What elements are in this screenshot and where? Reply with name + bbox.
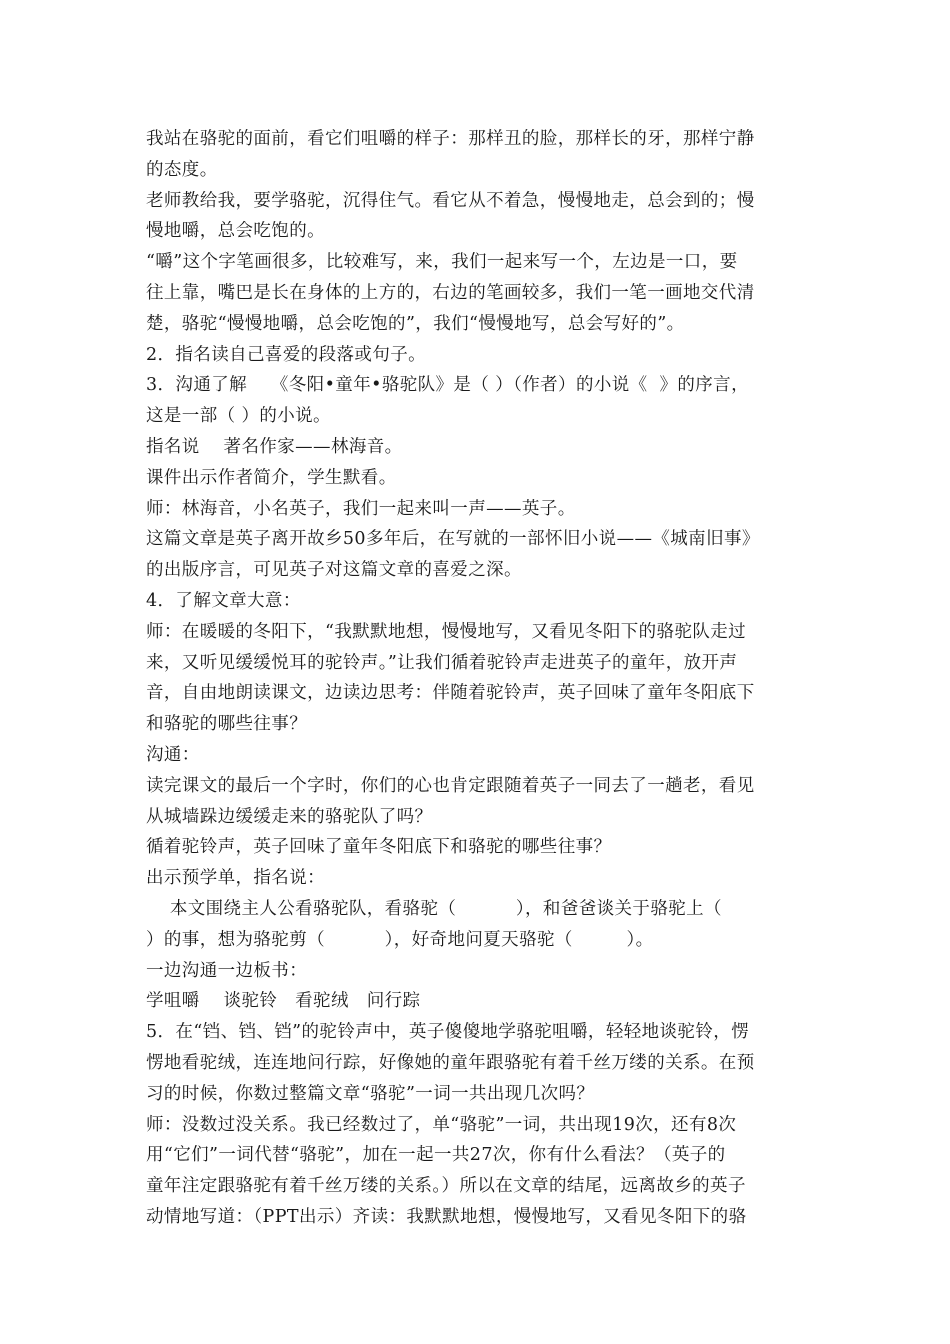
text-line: 往上靠，嘴巴是长在身体的上方的，右边的笔画较多，我们一笔一画地交代清 bbox=[146, 282, 755, 303]
text-line: 课件出示作者简介，学生默看。 bbox=[146, 467, 397, 488]
text-line: 这篇文章是英子离开故乡50多年后，在写就的一部怀旧小说——《城南旧事》 bbox=[146, 529, 760, 550]
text-line: 来，又听见缓缓悦耳的驼铃声。”让我们循着驼铃声走进英子的童年，放开声 bbox=[146, 652, 738, 673]
text-line: 这是一部（ ）的小说。 bbox=[146, 406, 331, 427]
text-line: 老师教给我，要学骆驼，沉得住气。看它从不着急，慢慢地走，总会到的；慢 bbox=[146, 190, 755, 211]
text-line: 师：没数过没关系。我已经数过了，单“骆驼”一词，共出现19次，还有8次 bbox=[146, 1114, 737, 1135]
text-line: 师：在暖暖的冬阳下，“我默默地想，慢慢地写，又看见冬阳下的骆驼队走过 bbox=[146, 621, 747, 642]
text-line: 我站在骆驼的面前，看它们咀嚼的样子：那样丑的脸，那样长的牙，那样宁静 bbox=[146, 129, 755, 149]
text-line: 楚，骆驼“慢慢地嚼，总会吃饱的”，我们“慢慢地写，总会写好的”。 bbox=[146, 313, 685, 334]
text-line: 2．指名读自己喜爱的段落或句子。 bbox=[146, 344, 427, 365]
text-line: 循着驼铃声，英子回味了童年冬阳底下和骆驼的哪些往事？ bbox=[146, 837, 612, 858]
text-line: 4．了解文章大意： bbox=[146, 590, 301, 611]
text-line: 读完课文的最后一个字时，你们的心也肯定跟随着英子一同去了一趟老，看见 bbox=[146, 775, 755, 796]
text-line: 的态度。 bbox=[146, 159, 218, 180]
text-line: 的出版序言，可见英子对这篇文章的喜爱之深。 bbox=[146, 560, 522, 581]
text-line: 5．在“铛、铛、铛”的驼铃声中，英子傻傻地学骆驼咀嚼，轻轻地谈驼铃，愣 bbox=[146, 1022, 750, 1043]
text-line: “嚼”这个字笔画很多，比较难写，来，我们一起来写一个，左边是一口，要 bbox=[146, 252, 738, 273]
text-line: 从城墙跺边缓缓走来的骆驼队了吗？ bbox=[146, 806, 433, 827]
text-line: 师：林海音，小名英子，我们一起来叫一声——英子。 bbox=[146, 498, 576, 519]
text-line: 出示预学单，指名说： bbox=[146, 868, 325, 889]
text-line: 沟通： bbox=[146, 744, 200, 765]
text-line: 一边沟通一边板书： bbox=[146, 960, 308, 981]
text-line: 音，自由地朗读课文，边读边思考：伴随着驼铃声，英子回味了童年冬阳底下 bbox=[146, 683, 755, 704]
text-line: 童年注定跟骆驼有着千丝万缕的关系。）所以在文章的结尾，远离故乡的英子 bbox=[146, 1176, 746, 1197]
text-line: 习的时候，你数过整篇文章“骆驼”一词一共出现几次吗？ bbox=[146, 1083, 595, 1104]
text-line: 指名说 著名作家——林海音。 bbox=[146, 436, 403, 457]
text-line: 愣地看驼绒，连连地问行踪，好像她的童年跟骆驼有着千丝万缕的关系。在预 bbox=[146, 1052, 755, 1073]
text-line: 3．沟通了解 《冬阳•童年•骆驼队》是（ ）（作者）的小说《 》的序言， bbox=[146, 375, 749, 396]
text-line: 用“它们”一词代替“骆驼”，加在一起一共27次，你有什么看法？（英子的 bbox=[146, 1145, 726, 1166]
document-body bbox=[146, 124, 816, 1233]
text-line: 学咀嚼 谈驼铃 看驼绒 问行踪 bbox=[146, 991, 421, 1012]
text-line: 动情地写道：（PPT出示）齐读：我默默地想，慢慢地写，又看见冬阳下的骆 bbox=[146, 1206, 747, 1227]
text-line: 本文围绕主人公看骆驼队，看骆驼（ ），和爸爸谈关于骆驼上（ bbox=[146, 898, 722, 919]
text-line: 和骆驼的哪些往事？ bbox=[146, 714, 308, 735]
text-line: 慢地嚼，总会吃饱的。 bbox=[146, 221, 325, 242]
text-line: ）的事，想为骆驼剪（ ），好奇地问夏天骆驼（ ）。 bbox=[146, 929, 654, 950]
